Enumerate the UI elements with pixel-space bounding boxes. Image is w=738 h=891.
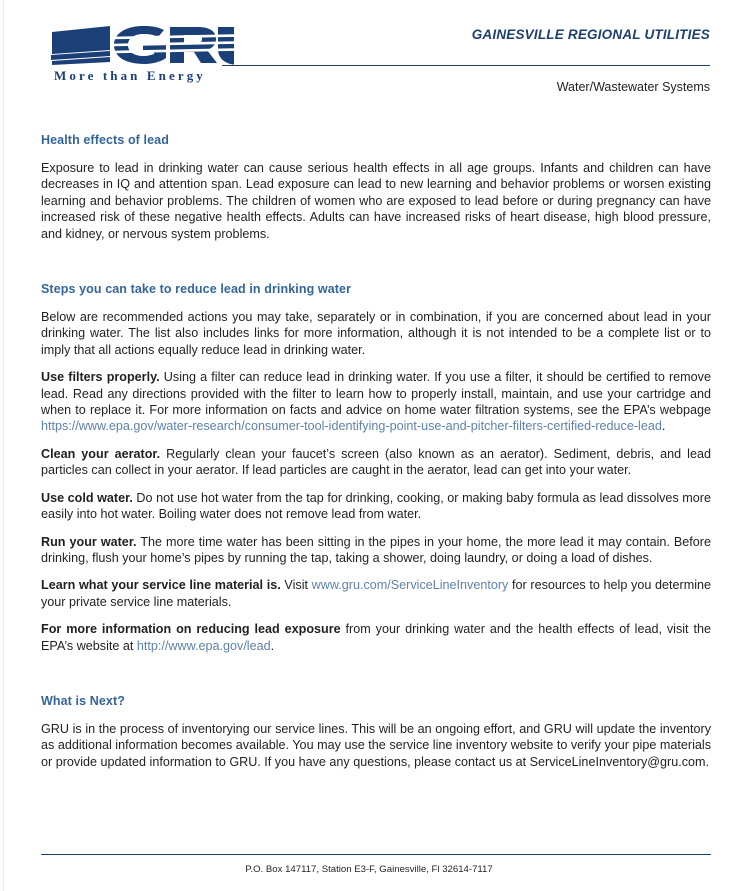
footer-address: P.O. Box 147117, Station E3-F, Gainesville, Fl 32614-7117 [245,864,493,875]
paragraph-text: Using a filter can reduce lead in drinking water. If you use a filter, it should be certified to remove lead. Read any directions provided with the filter to learn how to properly install, maintain, and use your cartridge and when to replace it. For more information on facts and advice on home water filtration systems, see the EPA’s webpage [41,370,711,418]
paragraph-lead-in: Use filters properly. [41,370,160,385]
paragraph-text: Exposure to lead in drinking water can cause serious health effects in all age groups. Infants and children can have decreases in IQ and attention span. Lead exposure can lead to new learning and behavior problems or worsen existing learning and behavior problems. The children of women who are exposed to lead before or during pregnancy can have increased risk of these negative health effects. Adults can have increased risks of heart disease, high blood pressure, and kidney, or nervous system problems. [41,161,711,241]
paragraph-lead-in: Learn what your service line material is. [41,578,281,593]
section-heading-health-effects: Health effects of lead [41,133,169,147]
paragraph [41,534,711,567]
paragraph-text: Regularly clean your faucet’s screen (also known as an aerator). Sediment, debris, and lead particles can collect in your aerator. If lead particles are caught in the aerator, lead can get into your water. [41,446,711,478]
document-body [41,133,711,770]
paragraph-text: Visit [280,578,312,593]
paragraph-text: for resources to help you determine your private service line materials. [41,578,712,609]
paragraph [41,309,711,358]
section-heading-what-is-next: What is Next? [41,693,125,708]
external-link[interactable]: www.gru.com/ServiceLineInventory [311,578,509,593]
paragraph-lead-in: Use cold water. [41,490,133,505]
gru-wordmark-icon [48,24,234,68]
paragraph [41,446,711,479]
spacer [41,147,711,160]
spacer [41,242,711,282]
paragraph-text: . [270,638,275,653]
section-body-health-effects [41,160,711,242]
paragraph-text: GRU is in the process of inventorying our service lines. This will be an ongoing effort, and GRU will update the inventory as additional information becomes available. You may use the service line inventory website to verify your pipe materials or provide updated information to GRU. If you have any questions, please contact us at ServiceLineInventory@gru.com. [41,721,711,769]
external-link[interactable]: http://www.epa.gov/lead [136,638,271,653]
section-body-steps [41,309,711,654]
paragraph [41,490,711,523]
trademark-glyph: ™ [220,29,226,35]
footer-divider [41,854,711,855]
spacer [41,654,711,694]
paragraph [41,577,711,610]
paragraph [41,621,711,654]
paragraph-lead-in: Clean your aerator. [41,446,161,461]
document-header [0,0,738,118]
paragraph-lead-in: For more information on reducing lead exposure [41,622,341,637]
paragraph-text: from your drinking water and the health effects of lead, visit the EPA’s website at [41,622,711,653]
page-left-margin-rule [3,0,4,891]
paragraph [41,160,711,242]
document-footer [0,845,738,891]
organization-title: GAINESVILLE REGIONAL UTILITIES [471,27,710,42]
header-subtitle: Water/Wastewater Systems [556,80,710,94]
external-link[interactable]: https://www.epa.gov/water-research/consumer-tool-identifying-point-use-and-pitcher-filters-certified-reduce-lead [41,419,662,434]
spacer [41,708,711,721]
paragraph-lead-in: Run your water. [41,534,137,549]
section-body-what-is-next [41,721,711,770]
section-heading-steps: Steps you can take to reduce lead in drinking water [41,282,352,297]
gru-logo [48,24,234,86]
paragraph-text: . [661,419,666,434]
paragraph [41,369,711,435]
paragraph [41,721,711,770]
gru-tagline: More than Energy [54,68,206,83]
paragraph-text: The more time water has been sitting in the pipes in your home, the more lead it may contain. Before drinking, flush your home’s pipes by running the tap, taking a shower, doing laundry, or doing a load of dishes. [41,534,711,565]
spacer [41,296,711,309]
paragraph-text: Do not use hot water from the tap for drinking, cooking, or making baby formula as lead dissolves more easily into hot water. Boiling water does not remove lead from water. [41,490,711,522]
header-divider [222,65,710,66]
paragraph-text: Below are recommended actions you may take, separately or in combination, if you are concerned about lead in your drinking water. The list also includes links for more information, although it is not intended to be a complete list or to imply that all actions equally reduce lead in drinking water. [41,310,711,357]
